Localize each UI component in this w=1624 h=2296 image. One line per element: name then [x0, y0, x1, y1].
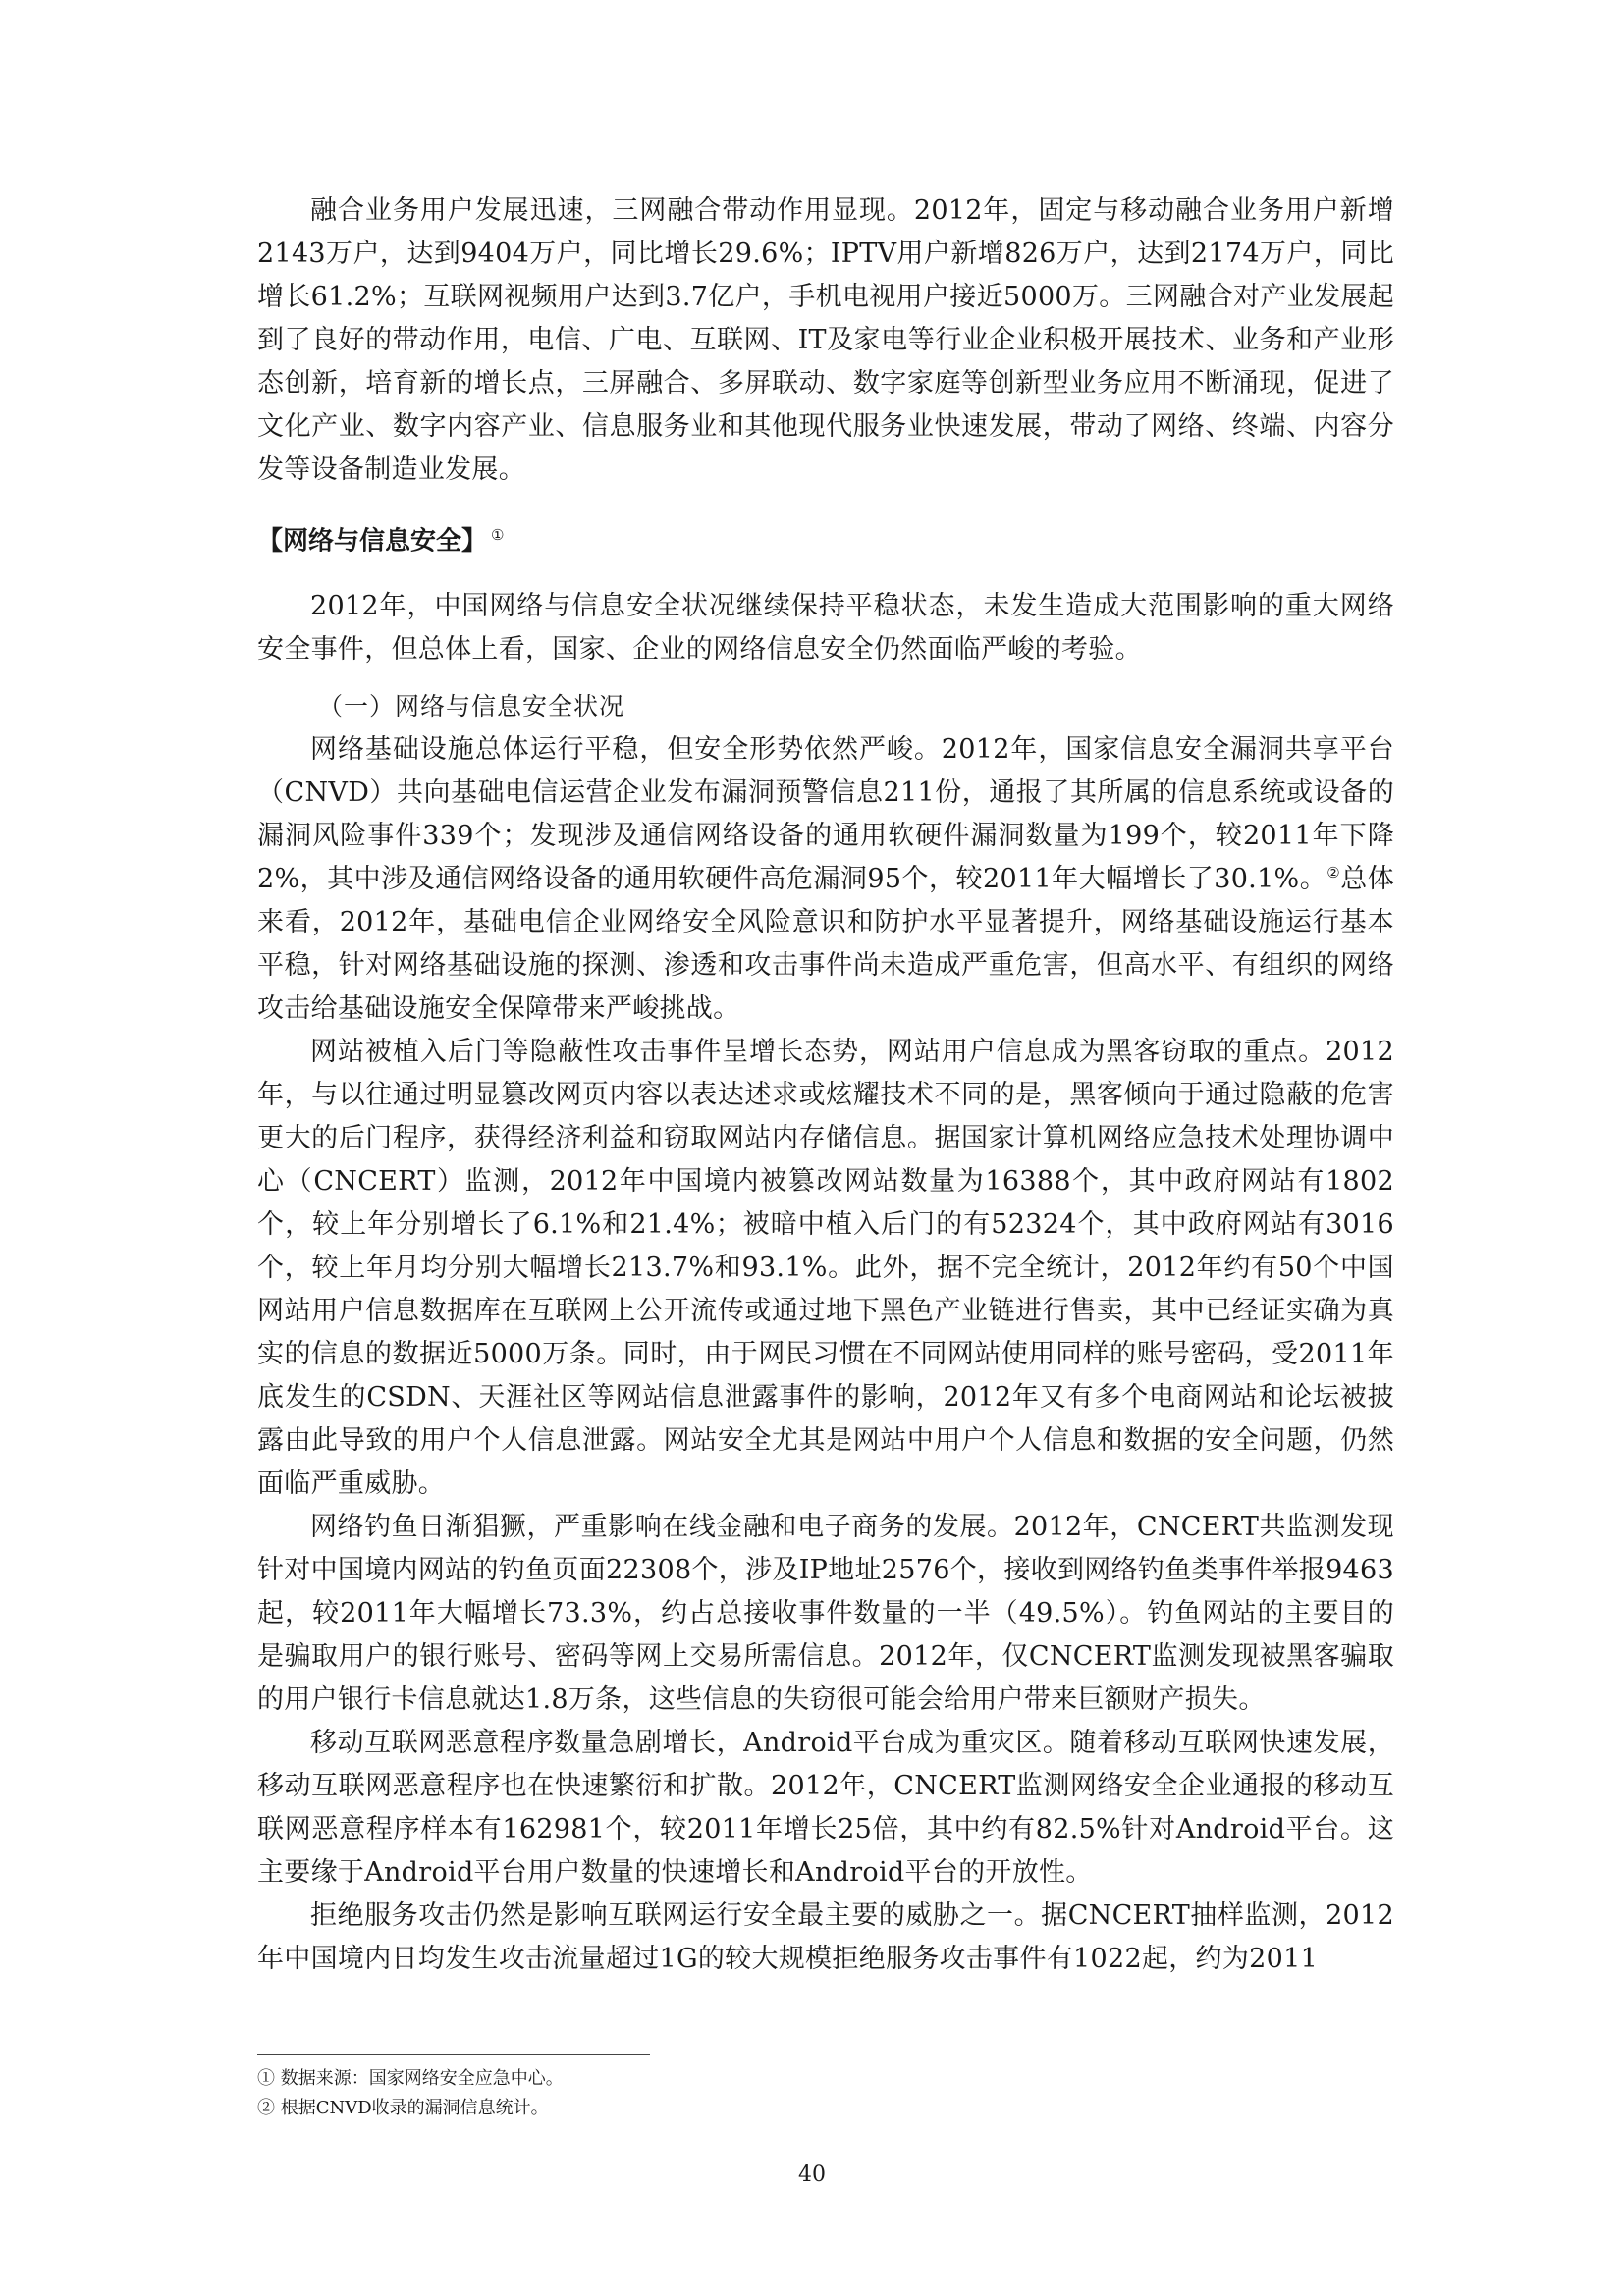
section-heading-text: 【网络与信息安全】	[257, 526, 488, 557]
footnote-2: ② 根据CNVD收录的漏洞信息统计。	[257, 2098, 549, 2118]
paragraph-mobile-malware: 移动互联网恶意程序数量急剧增长，Android平台成为重灾区。随着移动互联网快速发展，移动互联网恶意程序也在快速繁衍和扩散。2012年，CNCERT监测网络安全企业通报的移动互联网恶意程序样本有162981个，较2011年增长25倍，其中约有82.5%针对Android平台。这主要缘于Android平台用户数量的快速增长和Android平台的开放性。	[257, 1727, 1394, 1888]
paragraph-intro: 2012年，中国网络与信息安全状况继续保持平稳状态，未发生造成大范围影响的重大网络安全事件，但总体上看，国家、企业的网络信息安全仍然面临严峻的考验。	[257, 590, 1394, 665]
paragraph-phishing: 网络钓鱼日渐猖獗，严重影响在线金融和电子商务的发展。2012年，CNCERT共监测发现针对中国境内网站的钓鱼页面22308个，涉及IP地址2576个，接收到网络钓鱼类事件举报9463起，较2011年大幅增长73.3%，约占总接收事件数量的一半（49.5%）。钓鱼网站的主要目的是骗取用户的银行账号、密码等网上交易所需信息。2012年，仅CNCERT监测发现被黑客骗取的用户银行卡信息就达1.8万条，这些信息的失窃很可能会给用户带来巨额财产损失。	[257, 1511, 1394, 1715]
paragraph-infrastructure	[257, 728, 1394, 1031]
footnote-ref-1: ①	[491, 526, 505, 544]
subheading: （一）网络与信息安全状况	[318, 691, 625, 721]
paragraph-ddos: 拒绝服务攻击仍然是影响互联网运行安全最主要的威胁之一。据CNCERT抽样监测，2012年中国境内日均发生攻击流量超过1G的较大规模拒绝服务攻击事件有1022起，约为2011	[257, 1899, 1394, 1974]
paragraph-convergence: 融合业务用户发展迅速，三网融合带动作用显现。2012年，固定与移动融合业务用户新增2143万户，达到9404万户，同比增长29.6%；IPTV用户新增826万户，达到2174万户，同比增长61.2%；互联网视频用户达到3.7亿户，手机电视用户接近5000万。三网融合对产业发展起到了良好的带动作用，电信、广电、互联网、IT及家电等行业企业积极开展技术、业务和产业形态创新，培育新的增长点，三屏融合、多屏联动、数字家庭等创新型业务应用不断涌现，促进了文化产业、数字内容产业、信息服务业和其他现代服务业快速发展，带动了网络、终端、内容分发等设备制造业发展。	[257, 195, 1394, 485]
page-number: 40	[798, 2163, 826, 2187]
footnote-divider	[257, 2054, 650, 2055]
footnote-ref-2: ②	[1326, 863, 1341, 881]
paragraph-website-backdoor: 网站被植入后门等隐蔽性攻击事件呈增长态势，网站用户信息成为黑客窃取的重点。2012年，与以往通过明显篡改网页内容以表达述求或炫耀技术不同的是，黑客倾向于通过隐蔽的危害更大的后门程序，获得经济利益和窃取网站内存储信息。据国家计算机网络应急技术处理协调中心（CNCERT）监测，2012年中国境内被篡改网站数量为16388个，其中政府网站有1802个，较上年分别增长了6.1%和21.4%；被暗中植入后门的有52324个，其中政府网站有3016个，较上年月均分别大幅增长213.7%和93.1%。此外，据不完全统计，2012年约有50个中国网站用户信息数据库在互联网上公开流传或通过地下黑色产业链进行售卖，其中已经证实确为真实的信息的数据近5000万条。同时，由于网民习惯在不同网站使用同样的账号密码，受2011年底发生的CSDN、天涯社区等网站信息泄露事件的影响，2012年又有多个电商网站和论坛被披露由此导致的用户个人信息泄露。网站安全尤其是网站中用户个人信息和数据的安全问题，仍然面临严重威胁。	[257, 1036, 1394, 1499]
paragraph-infrastructure-part-a: 网络基础设施总体运行平稳，但安全形势依然严峻。2012年，国家信息安全漏洞共享平台（CNVD）共向基础电信运营企业发布漏洞预警信息211份，通报了其所属的信息系统或设备的漏洞风险事件339个；发现涉及通信网络设备的通用软硬件漏洞数量为199个，较2011年下降2%，其中涉及通信网络设备的通用软硬件高危漏洞95个，较2011年大幅增长了30.1%。	[257, 733, 1394, 894]
body-text	[257, 189, 1394, 1981]
section-heading	[257, 513, 1394, 563]
paragraph-infrastructure-part-b: 总体来看，2012年，基础电信企业网络安全风险意识和防护水平显著提升，网络基础设施运行基本平稳，针对网络基础设施的探测、渗透和攻击事件尚未造成严重危害，但高水平、有组织的网络攻击给基础设施安全保障带来严峻挑战。	[257, 863, 1394, 1024]
footnotes	[257, 2054, 1394, 2123]
footnote-1: ① 数据来源：国家网络安全应急中心。	[257, 2068, 564, 2089]
